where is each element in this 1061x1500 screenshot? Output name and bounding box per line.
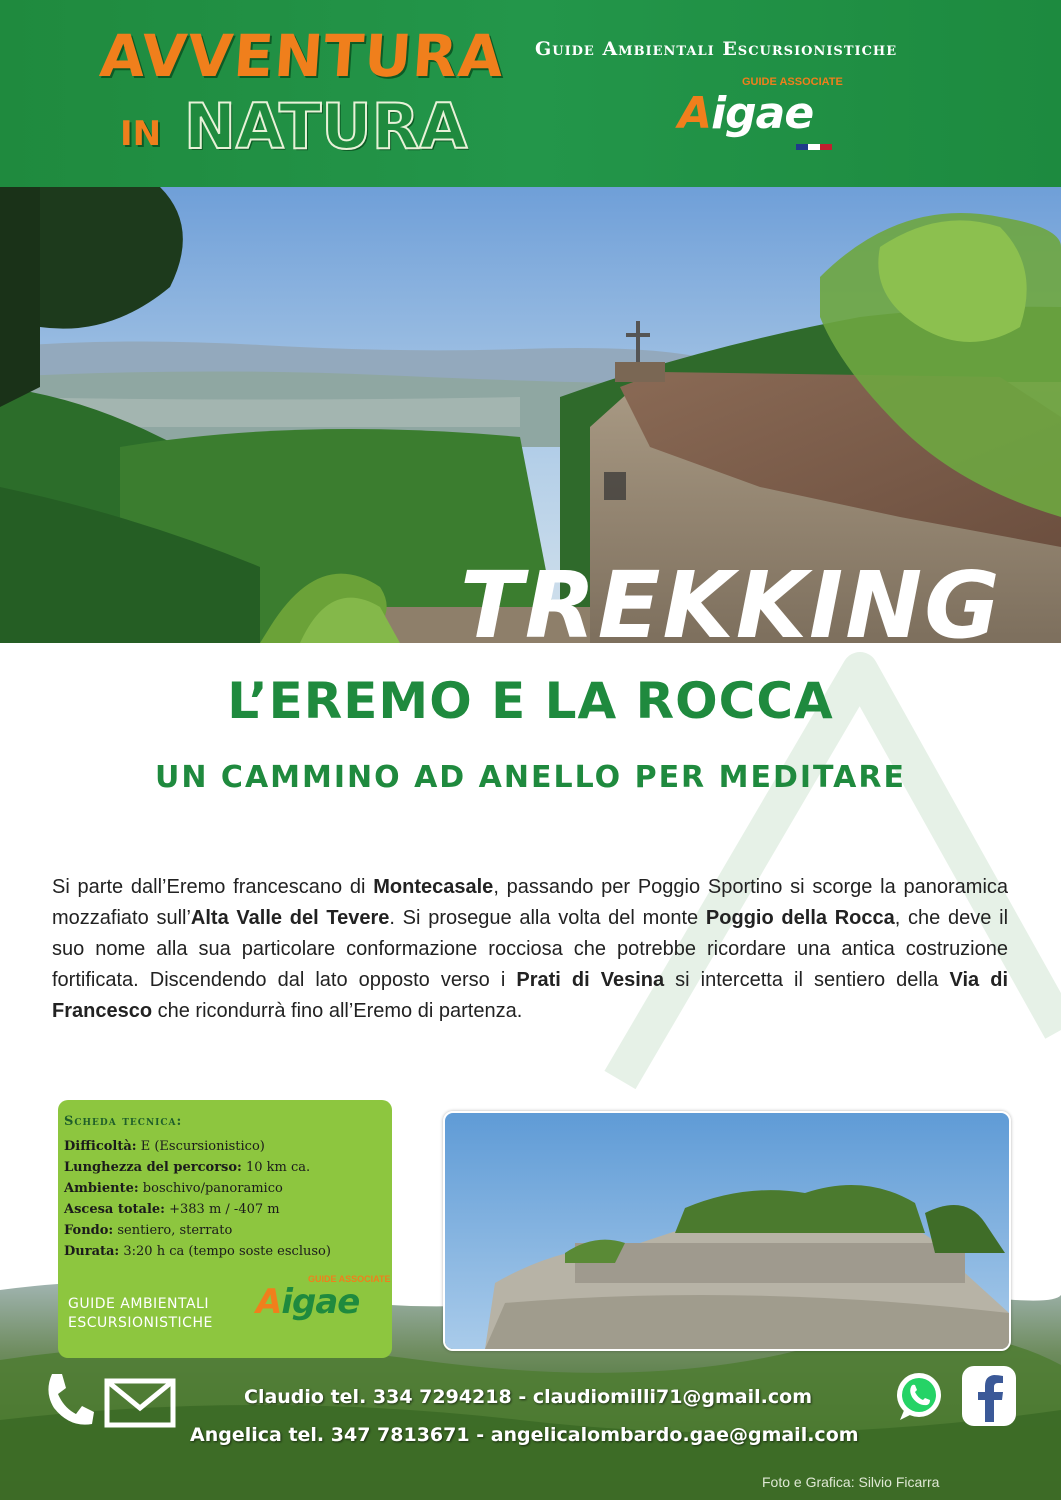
contact-claudio[interactable]: Claudio tel. 334 7294218 - claudiomilli71@gmail.com <box>244 1386 812 1408</box>
brand-line2a: IN <box>120 114 162 154</box>
whatsapp-icon[interactable] <box>892 1370 946 1424</box>
brand-line1: AVVENTURA <box>97 22 507 90</box>
spec-rows <box>64 1136 331 1262</box>
aigae-wordmark: Aigae <box>678 88 814 139</box>
trekking-overlay: TREKKING <box>460 552 1002 659</box>
flag-icon <box>796 144 832 150</box>
spec-row: Lunghezza del percorso: 10 km ca. <box>64 1160 311 1175</box>
contact-angelica[interactable]: Angelica tel. 347 7813671 - angelicalombardo.gae@gmail.com <box>190 1424 859 1446</box>
phone-icon[interactable] <box>40 1370 96 1430</box>
spec-card <box>58 1100 392 1358</box>
spec-footer-line1: GUIDE AMBIENTALI <box>68 1296 209 1312</box>
spec-row: Ascesa totale: +383 m / -407 m <box>64 1202 280 1217</box>
page-subtitle: UN CAMMINO AD ANELLO PER MEDITARE <box>155 760 906 795</box>
brand-logo <box>92 18 507 168</box>
spec-row: Durata: 3:20 h ca (tempo soste escluso) <box>64 1244 331 1259</box>
spec-row: Fondo: sentiero, sterrato <box>64 1223 233 1238</box>
header-banner <box>0 0 1061 187</box>
aigae-logo <box>678 74 848 158</box>
spec-row: Difficoltà: E (Escursionistico) <box>64 1139 265 1154</box>
aigae-mini-assoc: GUIDE ASSOCIATE <box>308 1274 391 1284</box>
aigae-mini-logo <box>256 1274 391 1344</box>
spec-heading: Scheda tecnica: <box>64 1114 183 1129</box>
page-title: L’EREMO E LA ROCCA <box>227 672 834 730</box>
guide-title: Guide Ambientali Escursionistiche <box>535 38 898 60</box>
aigae-mini-wordmark: Aigae <box>256 1282 360 1322</box>
mail-icon[interactable] <box>104 1378 176 1428</box>
photo-credit: Foto e Grafica: Silvio Ficarra <box>762 1474 940 1490</box>
spec-footer-line2: ESCURSIONISTICHE <box>68 1315 213 1331</box>
brand-line2b: NATURA <box>184 90 468 163</box>
facebook-icon[interactable] <box>960 1364 1018 1428</box>
description-paragraph: Si parte dall’Eremo francescano di Montecasale, passando per Poggio Sportino si scorge la panoramica mozzafiato sull’Alta Valle del Tevere. Si prosegue alla volta del monte Poggio della Rocca, che deve il suo nome alla sua particolare conformazione rocciosa che potrebbe ricordare una antica costruzione fortificata. Discendendo dal lato opposto verso i Prati di Vesina si intercetta il sentiero della Via di Francesco che ricondurrà fino all’Eremo di partenza. <box>52 876 1009 1022</box>
aigae-assoc-text: GUIDE ASSOCIATE <box>742 76 843 88</box>
spec-row: Ambiente: boschivo/panoramico <box>64 1181 283 1196</box>
rock-photo <box>443 1111 1011 1351</box>
